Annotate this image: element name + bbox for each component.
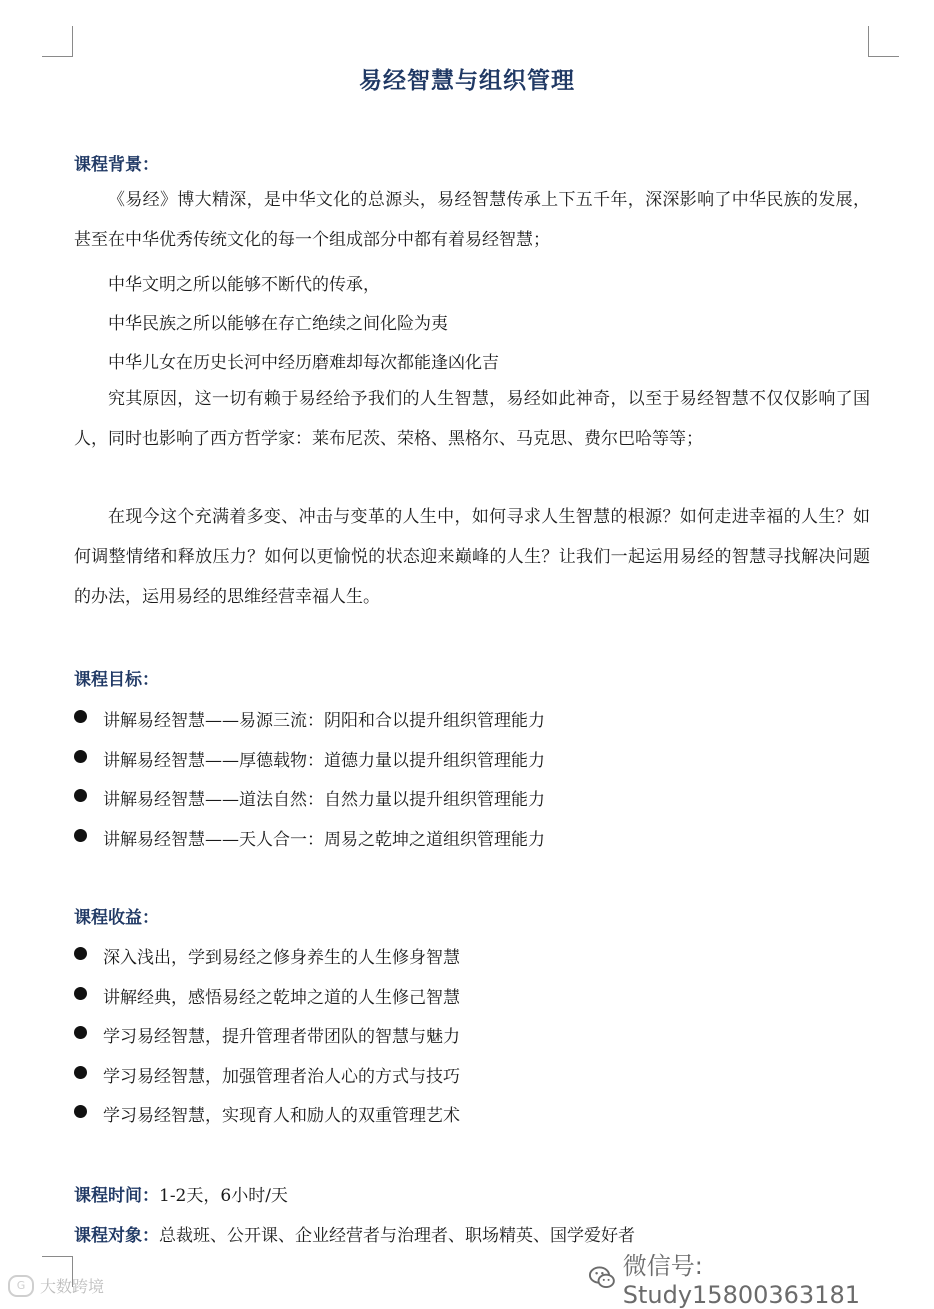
benefits-list xyxy=(74,943,460,1141)
goals-heading: 课程目标： xyxy=(74,670,159,690)
page-corner-mark-top-left xyxy=(42,26,73,57)
background-paragraph-3: 在现今这个充满着多变、冲击与变革的人生中，如何寻求人生智慧的根源？如何走进幸福的人生？如何调整情绪和释放压力？如何以更愉悦的状态迎来巅峰的人生？让我们一起运用易经的智慧寻找解决问题的办法，运用易经的思维经营幸福人生。 xyxy=(74,507,870,607)
list-item: 讲解易经智慧——厚德载物：道德力量以提升组织管理能力 xyxy=(74,746,545,786)
background-line-2: 中华民族之所以能够在存亡绝续之间化险为夷 xyxy=(108,314,448,334)
background-line-1: 中华文明之所以能够不断代的传承， xyxy=(108,275,380,295)
list-item: 深入浅出，学到易经之修身养生的人生修身智慧 xyxy=(74,943,460,983)
goals-list xyxy=(74,706,545,864)
course-audience-label: 课程对象： xyxy=(74,1226,159,1246)
background-heading: 课程背景： xyxy=(74,155,159,175)
course-time xyxy=(74,1181,288,1206)
list-item: 讲解易经智慧——易源三流：阴阳和合以提升组织管理能力 xyxy=(74,706,545,746)
watermark-wechat-text: 微信号: Study15800363181 xyxy=(622,1252,860,1309)
course-audience xyxy=(74,1221,635,1246)
bullet-icon xyxy=(74,1105,87,1118)
document-title: 易经智慧与组织管理 xyxy=(359,67,575,94)
course-time-label: 课程时间： xyxy=(74,1186,159,1206)
background-paragraph-2: 究其原因，这一切有赖于易经给予我们的人生智慧，易经如此神奇，以至于易经智慧不仅仅影响了国人，同时也影响了西方哲学家：莱布尼茨、荣格、黑格尔、马克思、费尔巴哈等等； xyxy=(74,389,870,449)
benefits-heading: 课程收益： xyxy=(74,908,159,928)
bullet-icon xyxy=(74,1066,87,1079)
list-item: 讲解易经智慧——天人合一：周易之乾坤之道组织管理能力 xyxy=(74,825,545,865)
bullet-icon xyxy=(74,829,87,842)
watermark-left-text: 大数跨境 xyxy=(40,1277,105,1296)
watermark-wechat xyxy=(588,1246,934,1309)
page-corner-mark-top-right xyxy=(868,26,899,57)
course-audience-value: 总裁班、公开课、企业经营者与治理者、职场精英、国学爱好者 xyxy=(159,1226,635,1246)
bullet-icon xyxy=(74,750,87,763)
list-item: 学习易经智慧，提升管理者带团队的智慧与魅力 xyxy=(74,1022,460,1062)
watermark-left xyxy=(8,1274,104,1297)
bullet-icon xyxy=(74,947,87,960)
bullet-icon xyxy=(74,789,87,802)
background-paragraph-1: 《易经》博大精深，是中华文化的总源头，易经智慧传承上下五千年，深深影响了中华民族的发展，甚至在中华优秀传统文化的每一个组成部分中都有着易经智慧； xyxy=(74,190,870,250)
bullet-icon xyxy=(74,987,87,1000)
wechat-icon xyxy=(588,1263,617,1293)
background-line-3: 中华儿女在历史长河中经历磨难却每次都能逢凶化吉 xyxy=(108,353,499,373)
list-item: 学习易经智慧，实现育人和励人的双重管理艺术 xyxy=(74,1101,460,1141)
list-item: 讲解经典，感悟易经之乾坤之道的人生修己智慧 xyxy=(74,983,460,1023)
bullet-icon xyxy=(74,1026,87,1039)
list-item: 讲解易经智慧——道法自然：自然力量以提升组织管理能力 xyxy=(74,785,545,825)
list-item: 学习易经智慧，加强管理者治人心的方式与技巧 xyxy=(74,1062,460,1102)
course-time-value: 1-2天，6小时/天 xyxy=(159,1186,288,1206)
bullet-icon xyxy=(74,710,87,723)
watermark-logo-icon: G xyxy=(8,1275,34,1297)
